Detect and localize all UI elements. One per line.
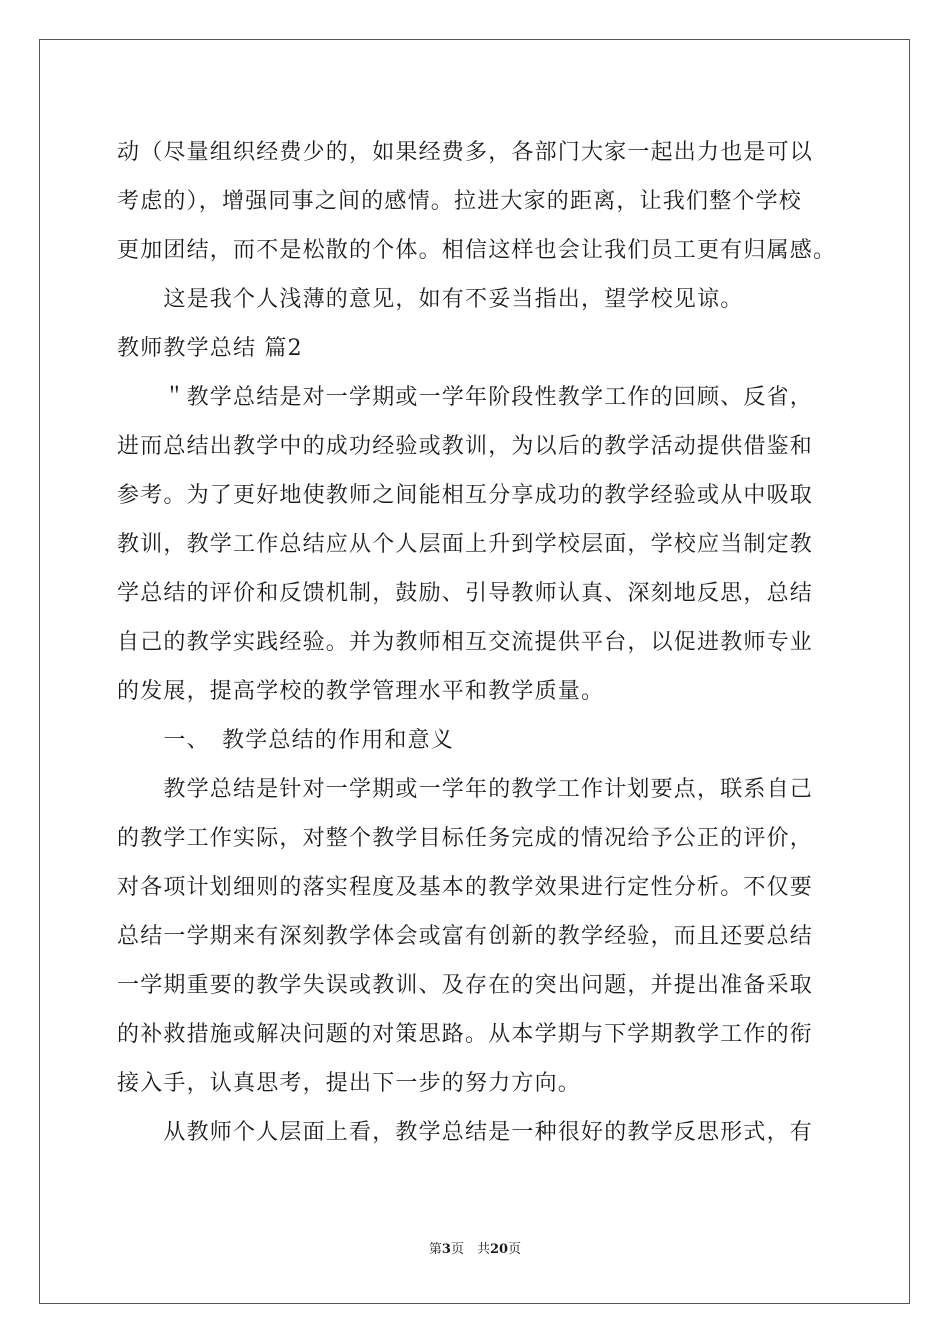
footer-middle: 页 共	[450, 1242, 490, 1257]
text-line: 接入手，认真思考，提出下一步的努力方向。	[117, 1071, 582, 1096]
text-line: 的补救措施或解决问题的对策思路。从本学期与下学期教学工作的衔	[117, 1022, 814, 1047]
text-line: 进而总结出教学中的成功经验或教训，为以后的教学活动提供借鉴和	[117, 434, 814, 459]
text-line: 对各项计划细则的落实程度及基本的教学效果进行定性分析。不仅要	[117, 875, 814, 900]
text-line: 的发展，提高学校的教学管理水平和教学质量。	[117, 679, 605, 704]
text-line: 总结一学期来有深刻教学体会或富有创新的教学经验，而且还要总结	[117, 924, 814, 949]
section-heading: 教师教学总结 篇2	[117, 336, 303, 361]
footer-suffix: 页	[508, 1242, 522, 1257]
text-line: 教学总结是针对一学期或一学年的教学工作计划要点，联系自己	[117, 777, 814, 802]
text-line: 教训，教学工作总结应从个人层面上升到学校层面，学校应当制定教	[117, 532, 814, 557]
text-line: 动（尽量组织经费少的，如果经费多，各部门大家一起出力也是可以	[117, 140, 814, 165]
text-line: 的教学工作实际，对整个教学目标任务完成的情况给予公正的评价，	[117, 826, 814, 851]
total-page-number: 20	[489, 1242, 509, 1257]
text-line: 从教师个人层面上看，教学总结是一种很好的教学反思形式，有	[117, 1120, 814, 1145]
document-body	[117, 128, 837, 1157]
text-line: 这是我个人浅薄的意见，如有不妥当指出，望学校见谅。	[117, 287, 744, 312]
text-line: 参考。为了更好地使教师之间能相互分享成功的教学经验或从中吸取	[117, 483, 814, 508]
text-line: 自己的教学实践经验。并为教师相互交流提供平台，以促进教师专业	[117, 630, 814, 655]
page-footer	[0, 1238, 950, 1257]
footer-prefix: 第	[428, 1242, 442, 1257]
text-line: 一学期重要的教学失误或教训、及存在的突出问题，并提出准备采取	[117, 973, 814, 998]
text-line: 考虑的），增强同事之间的感情。拉进大家的距离，让我们整个学校	[117, 189, 803, 214]
text-line: 学总结的评价和反馈机制，鼓励、引导教师认真、深刻地反思，总结	[117, 581, 814, 606]
text-line: 更加团结，而不是松散的个体。相信这样也会让我们员工更有归属感。	[117, 238, 837, 263]
current-page-number: 3	[441, 1242, 451, 1257]
subsection-heading: 一、 教学总结的作用和意义	[117, 728, 455, 753]
text-line: ＂教学总结是对一学期或一学年阶段性教学工作的回顾、反省，	[117, 385, 814, 410]
